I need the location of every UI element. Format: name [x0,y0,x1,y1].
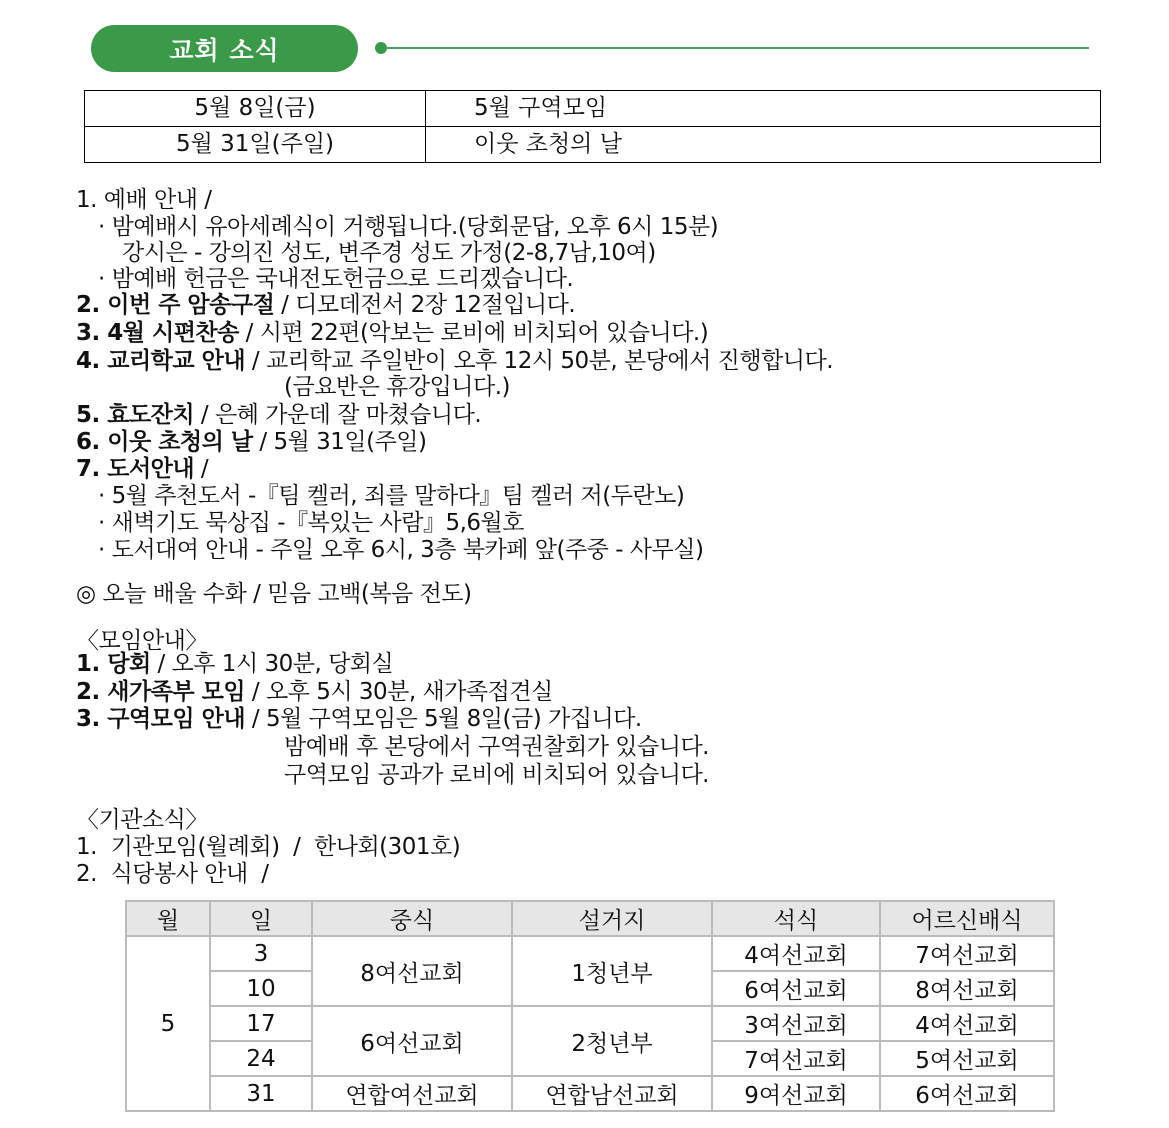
elder-cell: 4여선교회 [880,1006,1054,1041]
item-text: / 시편 22편(악보는 로비에 비치되어 있습니다.) [238,320,709,346]
notice-line [76,292,575,319]
section-title-pill [91,25,358,72]
dinner-cell: 9여선교회 [712,1076,880,1111]
notice-line [98,537,703,564]
lunch-cell: 연합여선교회 [312,1076,512,1111]
dinner-cell: 6여선교회 [712,971,880,1006]
item-text: / 디모데전서 2장 12절입니다. [274,292,576,318]
organization-line [76,861,269,888]
lunch-cell: 8여선교회 [312,936,512,1006]
item-text: / [194,456,209,482]
item-text: / 5월 31일(주일) [252,429,427,455]
notice-line [76,581,472,608]
item-text: / 교리학교 주일반이 오후 12시 50분, 본당에서 진행합니다. [245,348,834,374]
item-text: / 5월 구역모임은 5월 8일(금) 가집니다. [245,706,642,732]
event-name: 5월 구역모임 [426,91,1101,127]
item-label: 6. 이웃 초청의 날 [76,429,253,455]
item-text: ◎ 오늘 배울 수화 / 믿음 고백(복음 전도) [76,581,472,607]
header-rule-line [386,47,1089,49]
elder-cell: 6여선교회 [880,1076,1054,1111]
elder-cell: 8여선교회 [880,971,1054,1006]
meetings-heading: 〈모임안내〉 [76,628,208,654]
table-row [126,1006,1054,1041]
elder-cell: 7여선교회 [880,936,1054,971]
month-cell: 5 [126,936,210,1111]
day-cell: 3 [210,936,312,971]
day-cell: 10 [210,971,312,1006]
notice-line [98,214,718,241]
meal-service-table [125,900,1055,1112]
notice-line [98,483,684,510]
item-label: 3. 4월 시편찬송 [76,320,239,346]
item-text: · 5월 추천도서 -『팀 켈러, 죄를 말하다』팀 켈러 저(두란노) [98,483,685,509]
item-label: 4. 교리학교 안내 [76,348,246,374]
item-label: 5. 효도잔치 [76,402,195,428]
item-text: · 도서대여 안내 - 주일 오후 6시, 3층 북카페 앞(주중 - 사무실) [98,537,704,563]
notice-line [76,187,212,214]
item-text: 구역모임 공과가 로비에 비치되어 있습니다. [284,762,709,788]
notice-line [76,320,708,347]
item-text: / 오후 1시 30분, 당회실 [150,651,394,677]
day-cell: 31 [210,1076,312,1111]
dishes-cell: 2청년부 [512,1006,712,1076]
notice-line [76,456,208,483]
table-row [126,1076,1054,1111]
notice-line [122,240,656,267]
item-text: 강시은 - 강의진 성도, 변주경 성도 가정(2-8,7남,10여) [122,240,656,266]
table-row [126,936,1054,971]
item-text: 1. 기관모임(월례회) / 한나회(301호) [76,834,461,860]
item-text: 밤예배 후 본당에서 구역권찰회가 있습니다. [284,734,709,760]
item-text: / 오후 5시 30분, 새가족접견실 [245,679,553,705]
dinner-cell: 3여선교회 [712,1006,880,1041]
item-label: 2. 이번 주 암송구절 [76,292,275,318]
dinner-cell: 7여선교회 [712,1041,880,1076]
table-row [85,91,1101,127]
notice-line [98,266,573,293]
section-title: 교회 소식 [169,35,280,65]
col-dinner: 석식 [712,901,880,936]
col-dishes: 설거지 [512,901,712,936]
meeting-continuation-line [284,762,709,789]
notice-line [76,402,481,429]
item-label: 7. 도서안내 [76,456,195,482]
meeting-line [76,679,553,706]
meeting-continuation-line [284,734,709,761]
col-lunch: 중식 [312,901,512,936]
item-text: · 새벽기도 묵상집 -『복있는 사람』5,6월호 [98,510,524,536]
day-cell: 24 [210,1041,312,1076]
day-cell: 17 [210,1006,312,1041]
item-label: 2. 새가족부 모임 [76,679,246,705]
meeting-line [76,706,642,733]
item-text: (금요반은 휴강입니다.) [284,374,511,400]
event-name: 이웃 초청의 날 [426,127,1101,163]
meeting-line [76,651,393,678]
table-header-row [126,901,1054,936]
notice-line [284,374,510,401]
dishes-cell: 연합남선교회 [512,1076,712,1111]
event-date: 5월 8일(금) [85,91,426,127]
item-label: 1. 당회 [76,651,151,677]
event-date: 5월 31일(주일) [85,127,426,163]
notice-line [76,348,833,375]
col-month: 월 [126,901,210,936]
item-text: 1. 예배 안내 / [76,187,212,213]
item-text: · 밤예배시 유아세례식이 거행됩니다.(당회문답, 오후 6시 15분) [98,214,719,240]
table-row [85,127,1101,163]
dinner-cell: 4여선교회 [712,936,880,971]
notice-line [76,429,426,456]
col-elder-meal: 어르신배식 [880,901,1054,936]
item-text: 2. 식당봉사 안내 / [76,861,269,887]
elder-cell: 5여선교회 [880,1041,1054,1076]
lunch-cell: 6여선교회 [312,1006,512,1076]
item-text: · 밤예배 헌금은 국내전도헌금으로 드리겠습니다. [98,266,574,292]
dishes-cell: 1청년부 [512,936,712,1006]
events-table [84,90,1101,163]
organization-line [76,834,460,861]
col-day: 일 [210,901,312,936]
organizations-heading: 〈기관소식〉 [76,807,208,833]
item-text: / 은혜 가운데 잘 마쳤습니다. [194,402,482,428]
notice-line [98,510,524,537]
item-label: 3. 구역모임 안내 [76,706,246,732]
